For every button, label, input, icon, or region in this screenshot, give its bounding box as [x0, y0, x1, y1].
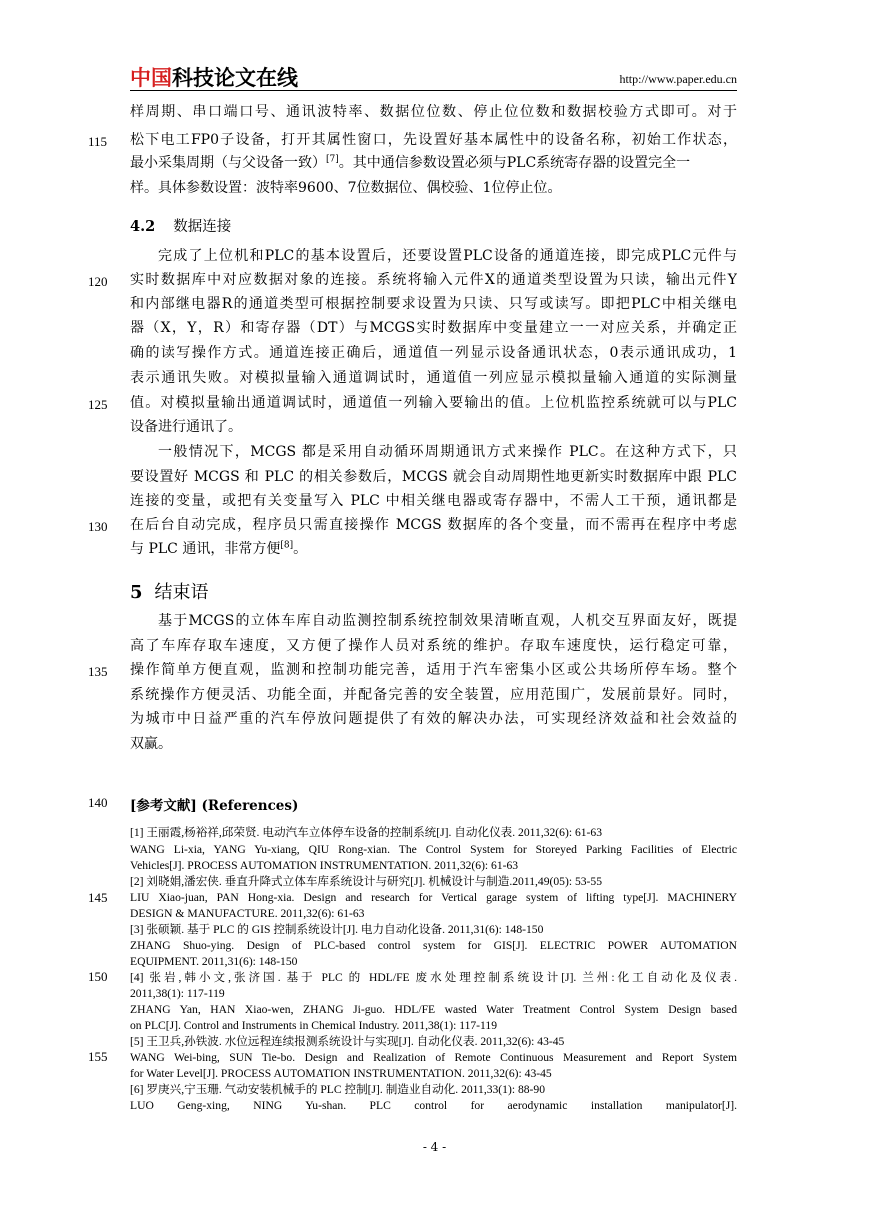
page-number: - 4 -	[422, 1140, 447, 1154]
text-line: 实时数据库中对应数据对象的连接。系统将输入元件X的通道类型设置为只读，输出元件Y	[130, 272, 737, 288]
text-segment: 。	[293, 541, 308, 557]
citation[interactable]: [8]	[280, 540, 294, 551]
section-title: 结束语	[154, 582, 209, 603]
citation[interactable]: [7]	[326, 154, 339, 165]
text-line: 基于MCGS的立体车库自动监测控制系统控制效果清晰直观，人机交互界面友好，既提	[158, 613, 737, 629]
text-line: 在后台自动完成，程序员只需直接操作 MCGS 数据库的各个变量，而不需再在程序中考虑	[130, 517, 737, 533]
section-number: 4.2	[130, 218, 156, 235]
reference-entry: Vehicles[J]. PROCESS AUTOMATION INSTRUMENTATION. 2011,32(6): 61-63	[130, 859, 519, 872]
text-line: 高了车库存取车速度，又方便了操作人员对系统的维护。存取车速度快，运行稳定可靠，	[130, 638, 737, 654]
reference-entry: [2] 刘晓娟,潘宏侠. 垂直升降式立体车库系统设计与研究[J]. 机械设计与制造.2011,49(05): 53-55	[130, 875, 602, 888]
text-line: 样周期、串口端口号、通讯波特率、数据位位数、停止位位数和数据校验方式即可。对于	[130, 104, 737, 120]
reference-entry: [4] 张岩,韩小文,张济国. 基于 PLC 的 HDL/FE 废水处理控制系统设计[J]. 兰州:化工自动化及仪表.	[130, 971, 737, 984]
text-line: 和内部继电器R的通道类型可根据控制要求设置为只读、只写或读写。即把PLC中相关继电	[130, 296, 737, 312]
text-segment: 。其中通信参数设置必须与PLC系统寄存器的设置完全一	[338, 155, 691, 171]
text-line: 样。具体参数设置：波特率9600、7位数据位、偶校验、1位停止位。	[130, 180, 562, 196]
reference-entry: [5] 王卫兵,孙铁波. 水位远程连续报测系统设计与实现[J]. 自动化仪表. 2011,32(6): 43-45	[130, 1035, 565, 1048]
section-number: 5	[130, 582, 143, 603]
text-line: 为城市中日益严重的汽车停放问题提供了有效的解决办法，可实现经济效益和社会效益的	[130, 711, 737, 727]
journal-logo	[130, 62, 298, 92]
line-number: 135	[88, 664, 108, 679]
text-line: 确的读写操作方式。通道连接正确后，通道值一列显示设备通讯状态，0表示通讯成功，1	[130, 345, 737, 361]
text-line: 系统操作方便灵活、功能全面，并配备完善的安全装置，应用范围广，发展前景好。同时，	[130, 687, 737, 703]
line-number: 115	[88, 134, 108, 149]
line-number: 145	[88, 890, 108, 905]
text-line: 值。对模拟量输出通道调试时，通道值一列输入要输出的值。上位机监控系统就可以与PLC	[130, 395, 737, 411]
text-segment: 最小采集周期（与父设备一致）	[130, 155, 326, 171]
reference-entry: [1] 王丽霞,杨裕祥,邱荣贤. 电动汽车立体停车设备的控制系统[J]. 自动化仪表. 2011,32(6): 61-63	[130, 826, 602, 839]
line-number: 155	[88, 1049, 108, 1064]
reference-entry: WANG Li-xia, YANG Yu-xiang, QIU Rong-xian. The Control System for Storeyed Parking Facilities of Electric	[130, 843, 737, 856]
reference-entry: ZHANG Shuo-ying. Design of PLC-based control system for GIS[J]. ELECTRIC POWER AUTOMATION	[130, 939, 737, 952]
reference-entry: WANG Wei-bing, SUN Tie-bo. Design and Realization of Remote Continuous Measurement and Report System	[130, 1051, 737, 1064]
line-number: 125	[88, 397, 108, 412]
text-line: 双赢。	[130, 736, 172, 752]
text-line: 要设置好 MCGS 和 PLC 的相关参数后，MCGS 就会自动周期性地更新实时数据库中跟 PLC	[130, 469, 737, 485]
text-line: 连接的变量，或把有关变量写入 PLC 中相关继电器或寄存器中，不需人工干预，通讯都是	[130, 493, 737, 509]
text-line: 完成了上位机和PLC的基本设置后，还要设置PLC设备的通道连接，即完成PLC元件与	[158, 248, 737, 264]
reference-entry: EQUIPMENT. 2011,31(6): 148-150	[130, 955, 298, 968]
text-line: 松下电工FP0子设备，打开其属性窗口，先设置好基本属性中的设备名称，初始工作状态，	[130, 132, 737, 148]
line-number: 120	[88, 274, 108, 289]
logo-part-black: 科技论文在线	[172, 66, 298, 90]
section-heading-5	[130, 578, 209, 604]
reference-entry: ZHANG Yan, HAN Xiao-wen, ZHANG Ji-guo. HDL/FE wasted Water Treatment Control System Design based	[130, 1003, 737, 1016]
section-heading-4-2	[130, 215, 231, 236]
section-title: 数据连接	[173, 219, 232, 235]
line-number: 150	[88, 969, 108, 984]
text-line: 设备进行通讯了。	[130, 419, 242, 435]
text-line: 器（X，Y，R）和寄存器（DT）与MCGS实时数据库中变量建立一一对应关系，并确定正	[130, 320, 737, 336]
reference-entry: for Water Level[J]. PROCESS AUTOMATION INSTRUMENTATION. 2011,32(6): 43-45	[130, 1067, 552, 1080]
header-rule	[130, 90, 737, 91]
reference-entry: LIU Xiao-juan, PAN Hong-xia. Design and research for Vertical garage system of lifting type[J]. MACHINERY	[130, 891, 737, 904]
reference-entry: on PLC[J]. Control and Instruments in Chemical Industry. 2011,38(1): 117-119	[130, 1019, 497, 1032]
text-line: 一般情况下，MCGS 都是采用自动循环周期通讯方式来操作 PLC。在这种方式下，只	[158, 444, 737, 460]
reference-entry: [3] 张硕颖. 基于 PLC 的 GIS 控制系统设计[J]. 电力自动化设备. 2011,31(6): 148-150	[130, 923, 544, 936]
line-number: 140	[88, 795, 108, 810]
reference-entry: DESIGN & MANUFACTURE. 2011,32(6): 61-63	[130, 907, 365, 920]
reference-entry: 2011,38(1): 117-119	[130, 987, 225, 1000]
reference-entry: LUO Geng-xing, NING Yu-shan. PLC control for aerodynamic installation manipulator[J].	[130, 1099, 737, 1112]
references-heading: [参考文献] (References)	[130, 798, 299, 814]
text-line: 操作简单方便直观，监测和控制功能完善，适用于汽车密集小区或公共场所停车场。整个	[130, 662, 737, 678]
text-line-with-citation	[130, 155, 737, 171]
logo-part-red: 中国	[130, 66, 172, 90]
text-line-with-citation	[130, 541, 737, 557]
text-segment: 与 PLC 通讯，非常方便	[130, 541, 281, 557]
header-url[interactable]: http://www.paper.edu.cn	[619, 72, 737, 86]
text-line: 表示通讯失败。对模拟量输入通道调试时，通道值一列应显示模拟量输入通道的实际测量	[130, 370, 737, 386]
reference-entry: [6] 罗庚兴,宁玉珊. 气动安装机械手的 PLC 控制[J]. 制造业自动化. 2011,33(1): 88-90	[130, 1083, 545, 1096]
line-number: 130	[88, 519, 108, 534]
